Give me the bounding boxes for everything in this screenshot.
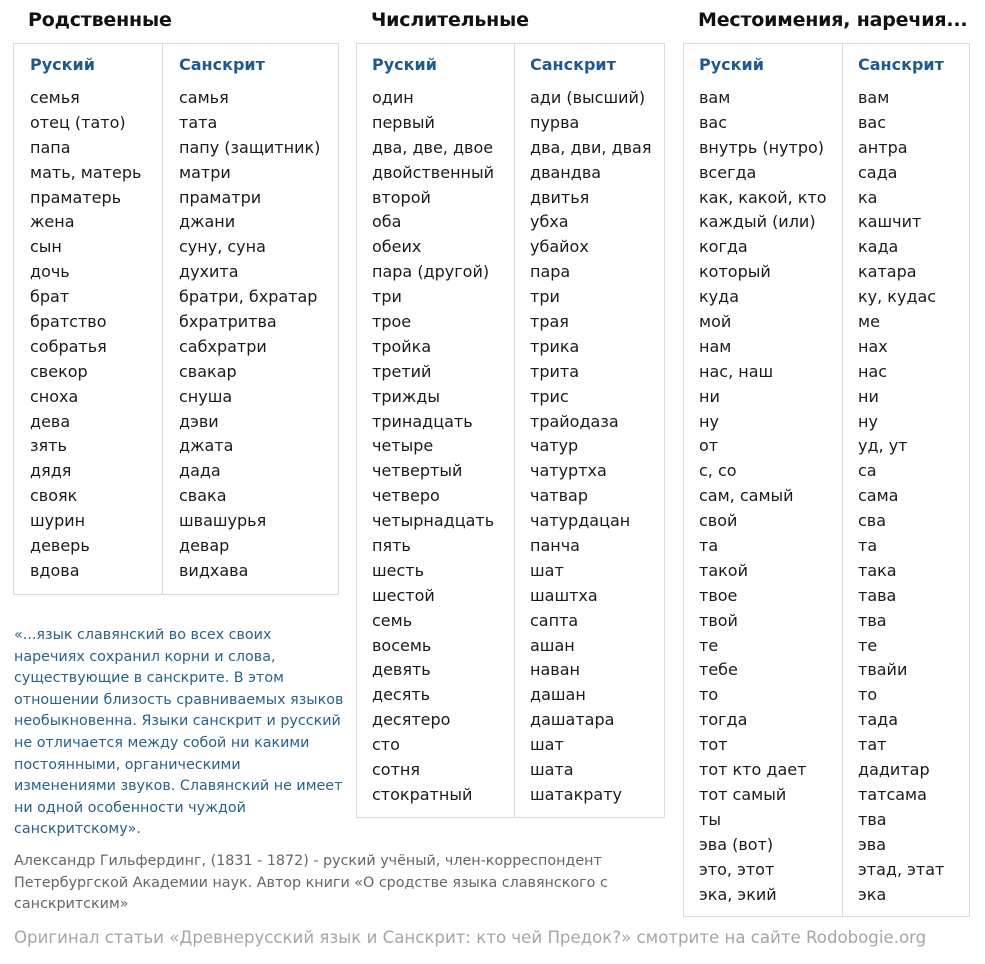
word-item: который bbox=[699, 262, 771, 282]
word-item: сотня bbox=[372, 760, 420, 780]
word-item: така bbox=[858, 560, 897, 580]
word-item: трижды bbox=[372, 386, 440, 406]
word-item: ме bbox=[858, 312, 880, 332]
word-item: сапта bbox=[530, 610, 579, 630]
word-item: шурин bbox=[30, 511, 86, 531]
word-item: пять bbox=[372, 536, 411, 556]
word-item: братство bbox=[30, 312, 107, 332]
numerals-russian-list bbox=[372, 86, 494, 808]
word-item: вдова bbox=[30, 560, 80, 580]
word-item: сто bbox=[372, 735, 400, 755]
word-item: антра bbox=[858, 137, 908, 157]
word-item: шесть bbox=[372, 560, 425, 580]
column-header-russian: Руский bbox=[30, 55, 95, 74]
word-item: двитья bbox=[530, 187, 590, 207]
word-item: тринадцать bbox=[372, 411, 473, 431]
word-item: то bbox=[699, 685, 719, 705]
word-item: катара bbox=[858, 262, 917, 282]
word-item: тада bbox=[858, 710, 898, 730]
column-header-sanskrit: Санскрит bbox=[530, 55, 616, 74]
word-item: панча bbox=[530, 536, 580, 556]
column-header-sanskrit: Санскрит bbox=[179, 55, 265, 74]
word-item: дэви bbox=[179, 411, 219, 431]
word-item: собратья bbox=[30, 336, 107, 356]
word-item: праматерь bbox=[30, 187, 122, 207]
word-item: когда bbox=[699, 237, 748, 257]
word-item: чатурдацан bbox=[530, 511, 631, 531]
word-item: ну bbox=[699, 411, 719, 431]
word-item: первый bbox=[372, 112, 435, 132]
word-item: шата bbox=[530, 760, 574, 780]
word-item: дева bbox=[30, 411, 71, 431]
word-item: такой bbox=[699, 560, 748, 580]
word-item: деверь bbox=[30, 536, 90, 556]
word-item: ну bbox=[858, 411, 878, 431]
word-item: твое bbox=[699, 585, 738, 605]
word-item: дашан bbox=[530, 685, 586, 705]
kinship-russian-column bbox=[14, 44, 162, 594]
word-item: дядя bbox=[30, 461, 72, 481]
word-item: духита bbox=[179, 262, 239, 282]
word-item: кашчит bbox=[858, 212, 922, 232]
pronouns-sanskrit-list bbox=[858, 86, 944, 907]
kinship-sanskrit-column bbox=[162, 44, 338, 594]
word-item: эва (вот) bbox=[699, 834, 774, 854]
word-item: тат bbox=[858, 735, 887, 755]
section-title-numerals: Числительные bbox=[371, 9, 529, 31]
word-item: чатвар bbox=[530, 486, 588, 506]
word-item: пара bbox=[530, 262, 571, 282]
word-item: сноха bbox=[30, 386, 79, 406]
word-item: дашатара bbox=[530, 710, 615, 730]
word-item: убха bbox=[530, 212, 569, 232]
word-item: этад, этат bbox=[858, 859, 945, 879]
word-item: шат bbox=[530, 560, 564, 580]
word-item: тот кто дает bbox=[699, 760, 807, 780]
word-item: снуша bbox=[179, 386, 233, 406]
word-item: свакар bbox=[179, 361, 237, 381]
word-item: мой bbox=[699, 312, 732, 332]
numerals-russian-column bbox=[357, 44, 514, 817]
word-item: восемь bbox=[372, 635, 432, 655]
pronouns-russian-column bbox=[684, 44, 842, 916]
word-item: эка bbox=[858, 884, 887, 904]
word-item: швашурья bbox=[179, 511, 267, 531]
word-item: дадитар bbox=[858, 760, 930, 780]
word-item: три bbox=[372, 287, 402, 307]
word-item: наван bbox=[530, 660, 580, 680]
word-item: када bbox=[858, 237, 899, 257]
pronouns-russian-list bbox=[699, 86, 827, 907]
kinship-sanskrit-list bbox=[179, 86, 320, 584]
word-item: от bbox=[699, 436, 719, 456]
word-item: бхратритва bbox=[179, 312, 277, 332]
word-item: трая bbox=[530, 312, 569, 332]
word-item: джани bbox=[179, 212, 236, 232]
word-item: нас, наш bbox=[699, 361, 774, 381]
column-header-sanskrit: Санскрит bbox=[858, 55, 944, 74]
word-item: твой bbox=[699, 610, 738, 630]
word-item: те bbox=[858, 635, 878, 655]
word-item: двандва bbox=[530, 162, 602, 182]
word-item: эка, экий bbox=[699, 884, 777, 904]
word-item: двойственный bbox=[372, 162, 495, 182]
word-item: свой bbox=[699, 511, 738, 531]
word-item: вас bbox=[858, 112, 887, 132]
word-item: сам, самый bbox=[699, 486, 794, 506]
word-item: сада bbox=[858, 162, 898, 182]
kinship-russian-list bbox=[30, 86, 141, 584]
word-item: ка bbox=[858, 187, 878, 207]
source-footer: Оригинал статьи «Древнерусский язык и Санскрит: кто чей Предок?» смотрите на сайте Rodobogie.org bbox=[14, 928, 927, 947]
word-item: чатур bbox=[530, 436, 579, 456]
word-item: третий bbox=[372, 361, 432, 381]
word-item: с, со bbox=[699, 461, 737, 481]
word-item: внутрь (нутро) bbox=[699, 137, 825, 157]
word-item: десять bbox=[372, 685, 431, 705]
word-item: пара (другой) bbox=[372, 262, 490, 282]
word-item: джата bbox=[179, 436, 234, 456]
word-item: шат bbox=[530, 735, 564, 755]
word-item: видхава bbox=[179, 560, 249, 580]
kinship-table bbox=[13, 43, 339, 595]
word-item: свояк bbox=[30, 486, 78, 506]
word-item: брат bbox=[30, 287, 70, 307]
word-item: твайи bbox=[858, 660, 908, 680]
word-item: обеих bbox=[372, 237, 422, 257]
word-item: куда bbox=[699, 287, 739, 307]
word-item: дада bbox=[179, 461, 221, 481]
numerals-table bbox=[356, 43, 665, 818]
word-item: тва bbox=[858, 809, 887, 829]
word-item: тройка bbox=[372, 336, 432, 356]
column-header-russian: Руский bbox=[372, 55, 437, 74]
word-item: два, дви, двая bbox=[530, 137, 652, 157]
word-item: оба bbox=[372, 212, 402, 232]
numerals-sanskrit-list bbox=[530, 86, 651, 808]
word-item: са bbox=[858, 461, 877, 481]
pronouns-sanskrit-column bbox=[842, 44, 969, 916]
word-item: нах bbox=[858, 336, 888, 356]
word-item: пурва bbox=[530, 112, 580, 132]
word-item: сама bbox=[858, 486, 899, 506]
word-item: вас bbox=[699, 112, 728, 132]
word-item: всегда bbox=[699, 162, 757, 182]
word-item: братри, бхратар bbox=[179, 287, 318, 307]
word-item: та bbox=[858, 536, 878, 556]
word-item: тва bbox=[858, 610, 887, 630]
word-item: мать, матерь bbox=[30, 162, 142, 182]
section-title-kinship: Родственные bbox=[28, 9, 172, 31]
word-item: трис bbox=[530, 386, 569, 406]
word-item: вам bbox=[699, 88, 731, 107]
word-item: тот bbox=[699, 735, 728, 755]
gilferding-quote: «...язык славянский во всех своих наречиях сохранил корни и слова, существующие в санскрите. В этом отношении близость сравниваемых языков необыкновенна. Языки санскрит и русский не отличается между собой ни какими постоянными, органическими изменениями звуков. Славянский не имеет ни одной особенности чуждой санскритскому». bbox=[14, 627, 344, 838]
word-item: каждый (или) bbox=[699, 212, 816, 232]
word-item: десятеро bbox=[372, 710, 451, 730]
word-item: убайох bbox=[530, 237, 589, 257]
pronouns-table bbox=[683, 43, 970, 917]
word-item: трайодаза bbox=[530, 411, 619, 431]
word-item: свака bbox=[179, 486, 227, 506]
word-item: нас bbox=[858, 361, 888, 381]
author-note: Александр Гильфердинг, (1831 - 1872) - руский учёный, член-корреспондент Петербургской Академии наук. Автор книги «О сродстве языка славянского с санскритским» bbox=[14, 853, 608, 913]
word-item: тебе bbox=[699, 660, 738, 680]
word-item: папу (защитник) bbox=[179, 137, 321, 157]
word-item: чатуртха bbox=[530, 461, 607, 481]
word-item: четвертый bbox=[372, 461, 463, 481]
word-item: самья bbox=[179, 88, 229, 107]
word-item: отец (тато) bbox=[30, 112, 126, 132]
numerals-sanskrit-column bbox=[514, 44, 664, 817]
word-item: сын bbox=[30, 237, 62, 257]
word-item: то bbox=[858, 685, 878, 705]
word-item: ни bbox=[699, 386, 720, 406]
word-item: тава bbox=[858, 585, 897, 605]
column-header-russian: Руский bbox=[699, 55, 764, 74]
word-item: семь bbox=[372, 610, 413, 630]
word-item: матри bbox=[179, 162, 231, 182]
word-item: та bbox=[699, 536, 719, 556]
word-item: ади (высший) bbox=[530, 88, 646, 107]
word-item: те bbox=[699, 635, 719, 655]
word-item: шатакрату bbox=[530, 784, 622, 804]
word-item: нам bbox=[699, 336, 732, 356]
word-item: девять bbox=[372, 660, 431, 680]
word-item: ашан bbox=[530, 635, 575, 655]
word-item: сабхратри bbox=[179, 336, 267, 356]
word-item: трика bbox=[530, 336, 580, 356]
word-item: сва bbox=[858, 511, 887, 531]
word-item: семья bbox=[30, 88, 80, 107]
section-title-pronouns: Местоимения, наречия... bbox=[698, 9, 968, 31]
word-item: трое bbox=[372, 312, 412, 332]
word-item: татсама bbox=[858, 784, 927, 804]
word-item: ты bbox=[699, 809, 721, 829]
word-item: свекор bbox=[30, 361, 88, 381]
word-item: ку, кудас bbox=[858, 287, 937, 307]
word-item: стократный bbox=[372, 784, 473, 804]
word-item: шаштха bbox=[530, 585, 598, 605]
word-item: это, этот bbox=[699, 859, 775, 879]
word-item: уд, ут bbox=[858, 436, 908, 456]
word-item: как, какой, кто bbox=[699, 187, 827, 207]
word-item: тот самый bbox=[699, 784, 787, 804]
word-item: три bbox=[530, 287, 560, 307]
word-item: папа bbox=[30, 137, 71, 157]
word-item: суну, суна bbox=[179, 237, 266, 257]
word-item: четырнадцать bbox=[372, 511, 495, 531]
word-item: два, две, двое bbox=[372, 137, 494, 157]
word-item: ни bbox=[858, 386, 879, 406]
word-item: трита bbox=[530, 361, 579, 381]
word-item: дочь bbox=[30, 262, 70, 282]
word-item: вам bbox=[858, 88, 890, 107]
word-item: эва bbox=[858, 834, 887, 854]
word-item: тогда bbox=[699, 710, 748, 730]
word-item: шестой bbox=[372, 585, 435, 605]
word-item: четыре bbox=[372, 436, 434, 456]
word-item: один bbox=[372, 88, 414, 107]
word-item: праматри bbox=[179, 187, 262, 207]
word-item: второй bbox=[372, 187, 431, 207]
word-item: девар bbox=[179, 536, 230, 556]
word-item: тата bbox=[179, 112, 218, 132]
word-item: зять bbox=[30, 436, 67, 456]
word-item: жена bbox=[30, 212, 75, 232]
word-item: четверо bbox=[372, 486, 440, 506]
